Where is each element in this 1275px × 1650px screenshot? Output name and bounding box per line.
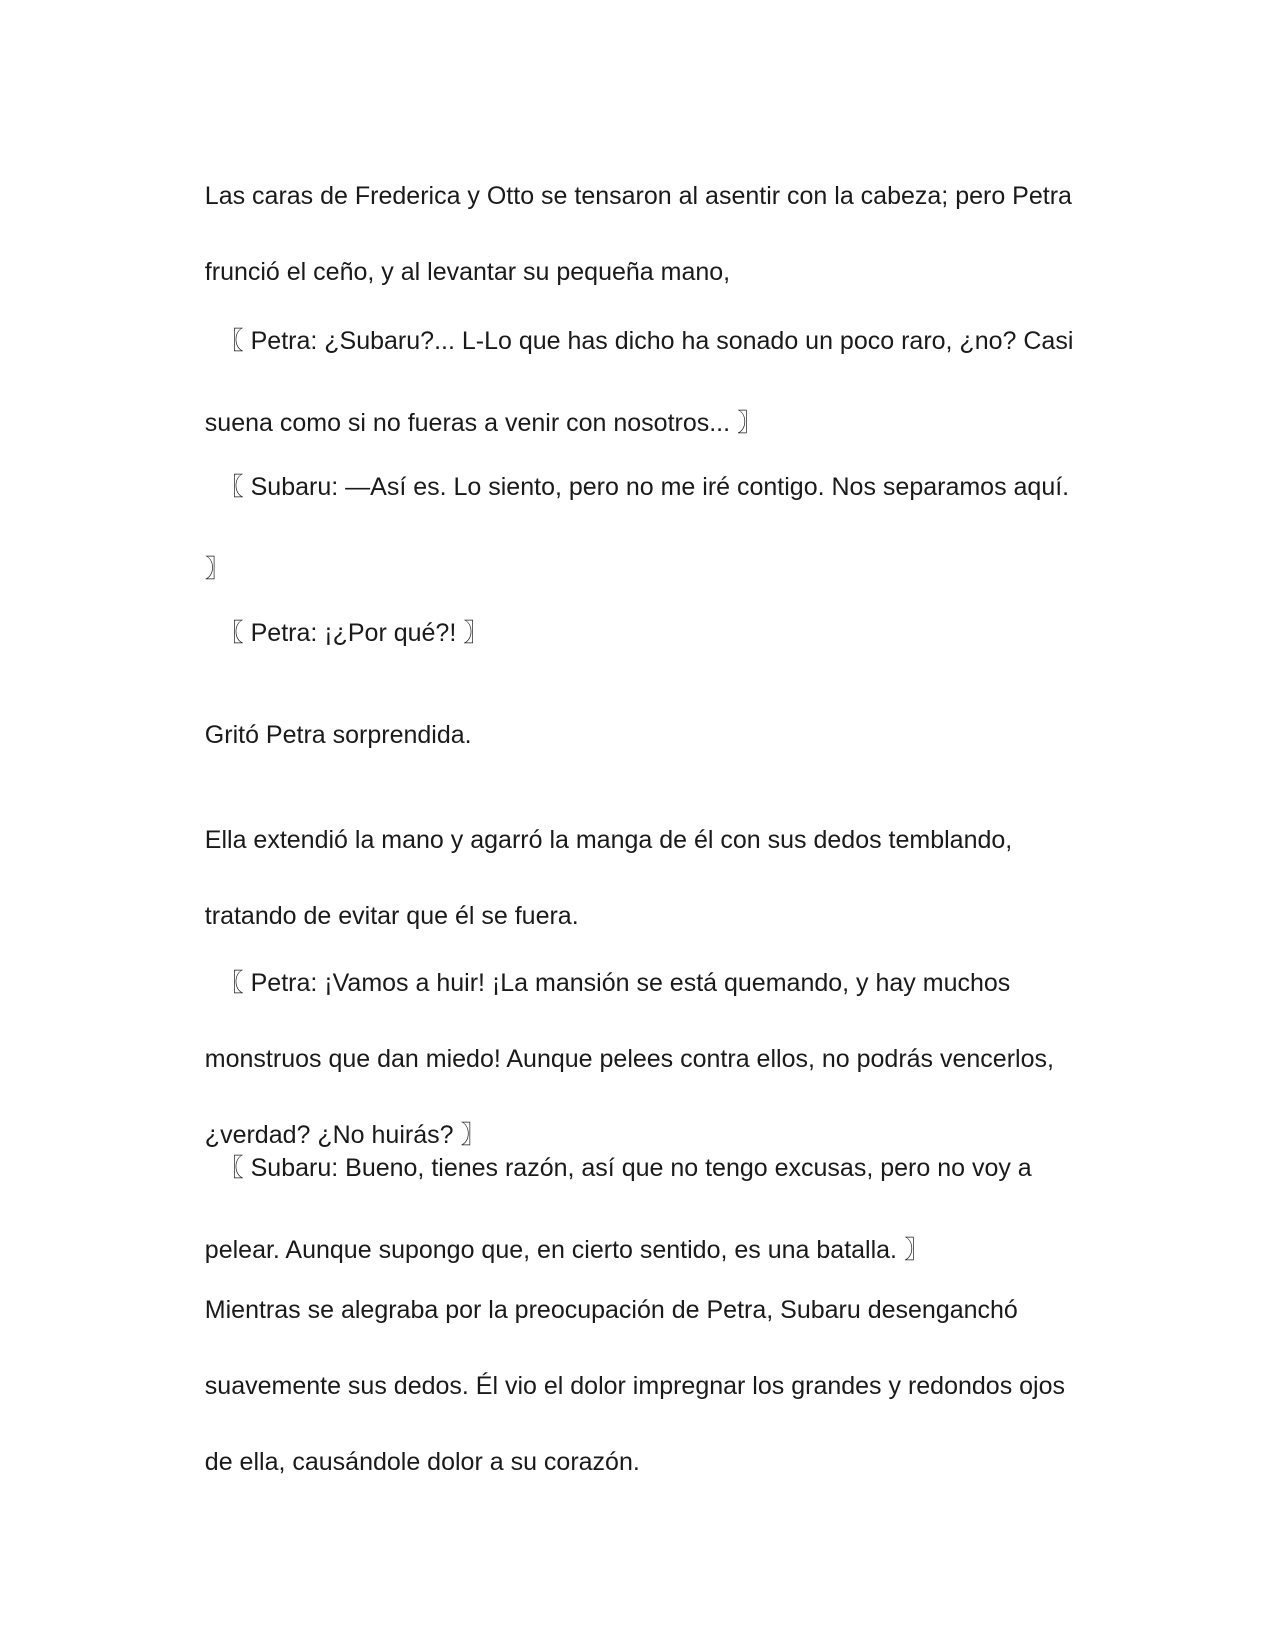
text-line: Las caras de Frederica y Otto se tensaron al asentir con la cabeza; pero Petra [204,182,1072,210]
text-line: suena como si no fueras a venir con nosotros... 〗 [204,409,763,437]
text-line: 〗 [204,555,230,583]
text-line: Gritó Petra sorprendida. [204,721,472,749]
text-line: pelear. Aunque supongo que, en cierto sentido, es una batalla. 〗 [204,1236,929,1264]
paragraph-narration [177,1253,1107,1519]
text-line: monstruos que dan miedo! Aunque pelees contra ellos, no podrás vencerlos, [204,1045,1054,1073]
text-line: Mientras se alegraba por la preocupación de Petra, Subaru desenganchó [204,1296,1018,1324]
text-line: 〖 Petra: ¡¿Por qué?! 〗 [204,619,489,647]
paragraph-dialogue-petra [177,572,1107,695]
text-line: tratando de evitar que él se fuera. [204,902,579,930]
text-line: 〖 Petra: ¿Subaru?... L-Lo que has dicho ha sonado un poco raro, ¿no? Casi [204,327,1074,355]
text-line: frunció el ceño, y al levantar su pequeña mano, [204,258,731,286]
text-line: Ella extendió la mano y agarró la manga de él con sus dedos temblando, [204,826,1013,854]
text-line: de ella, causándole dolor a su corazón. [204,1448,640,1476]
paragraph-narration [177,678,1107,792]
text-line: 〖 Subaru: Bueno, tienes razón, así que no tengo excusas, pero no voy a [204,1154,1032,1182]
text-line: suavemente sus dedos. Él vio el dolor impregnar los grandes y redondos ojos [204,1372,1066,1400]
text-line: ¿verdad? ¿No huirás? 〗 [204,1121,486,1149]
text-line: 〖 Petra: ¡Vamos a huir! ¡La mansión se está quemando, y hay muchos [204,969,1011,997]
text-line: 〖 Subaru: —Así es. Lo siento, pero no me iré contigo. Nos separamos aquí. [204,473,1070,501]
